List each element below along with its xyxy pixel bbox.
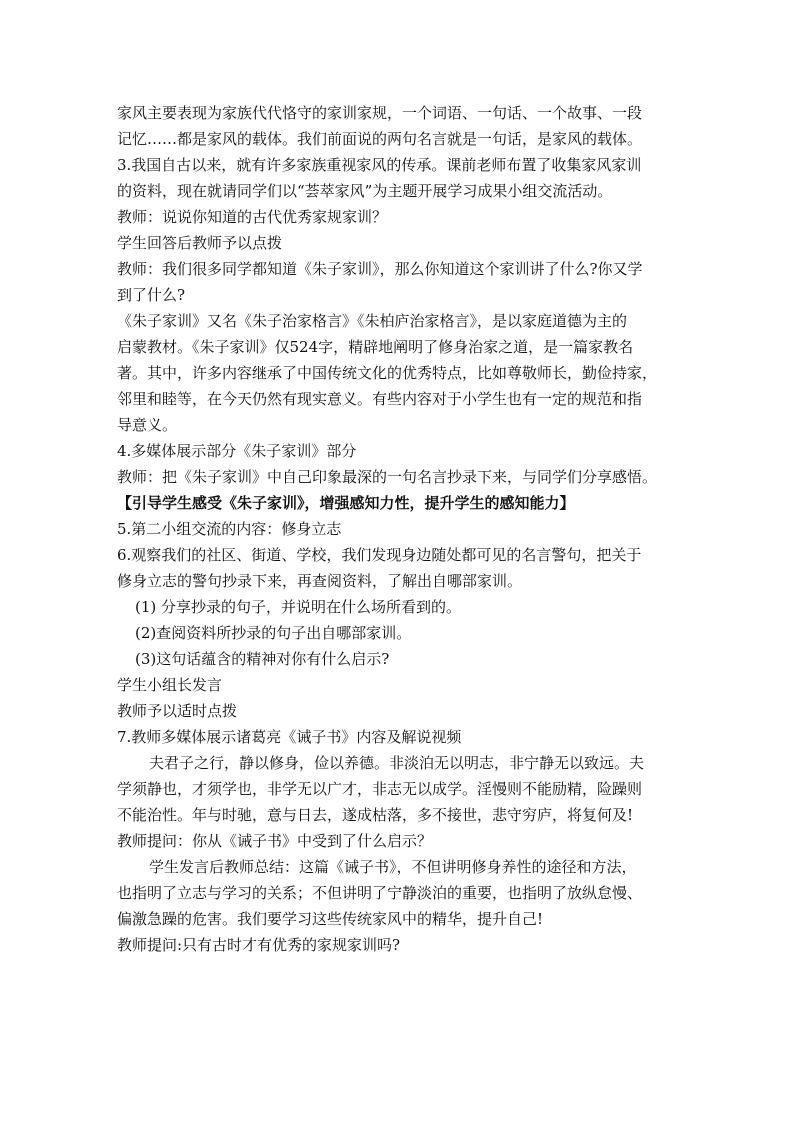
document-page: [117, 100, 683, 958]
text-line: 教师：把《朱子家训》中自己印象最深的一句名言抄录下来，与同学们分享感悟。: [117, 468, 658, 486]
text-line: 到了什么?: [117, 286, 186, 304]
highlight-heading: 【引导学生感受《朱子家训》，增强感知力性，提升学生的感知能力】: [117, 494, 575, 512]
text-line: 教师提问:只有古时才有优秀的家规家训吗?: [117, 936, 401, 954]
quote-line: 不能治性。年与时驰，意与日去，遂成枯落，多不接世，悲守穷庐，将复何及!: [117, 806, 634, 824]
sub-item: (2)查阅资料所抄录的句子出自哪部家训。: [135, 624, 412, 642]
sub-item: (1) 分享抄录的句子，并说明在什么场所看到的。: [135, 598, 462, 616]
quote-line: 学须静也，才须学也，非学无以广才，非志无以成学。淫慢则不能励精，险躁则: [117, 780, 643, 798]
text-line: 家风主要表现为家族代代恪守的家训家规，一个词语、一句话、一个故事、一段: [117, 104, 643, 122]
text-line: 偏激急躁的危害。我们要学习这些传统家风中的精华，提升自己!: [117, 910, 544, 928]
text-line: 导意义。: [117, 416, 178, 434]
text-line: 学生回答后教师予以点拨: [117, 234, 283, 252]
text-line: 教师：说说你知道的古代优秀家规家训？: [117, 208, 388, 226]
text-line: 学生发言后教师总结：这篇《诫子书》，不但讲明修身养性的途径和方法，: [149, 858, 637, 876]
text-line: 6.观察我们的社区、街道、学校，我们发现身边随处都可见的名言警句，把关于: [117, 546, 642, 564]
sub-item: (3)这句话蕴含的精神对你有什么启示?: [135, 650, 390, 668]
text-line: 5.第二小组交流的内容：修身立志: [117, 520, 342, 538]
text-line: 4.多媒体展示部分《朱子家训》部分: [117, 442, 357, 460]
text-line: 7.教师多媒体展示诸葛亮《诫子书》内容及解说视频: [117, 728, 462, 746]
text-line: 记忆……都是家风的载体。我们前面说的两句名言就是一句话，是家风的载体。: [117, 130, 643, 148]
text-line: 的资料，现在就请同学们以“荟萃家风”为主题开展学习成果小组交流活动。: [117, 182, 613, 200]
text-line: 启蒙教材。《朱子家训》仅524字，精辟地阐明了修身治家之道，是一篇家教名: [117, 338, 634, 356]
text-line: 教师提问：你从《诫子书》中受到了什么启示？: [117, 832, 433, 850]
text-line: 学生小组长发言: [117, 676, 223, 694]
text-line: 《朱子家训》又名《朱子治家格言》《朱柏庐治家格言》，是以家庭道德为主的: [117, 312, 628, 330]
text-line: 邻里和睦等，在今天仍然有现实意义。有些内容对于小学生也有一定的规范和指: [117, 390, 643, 408]
text-line: 教师予以适时点拨: [117, 702, 238, 720]
quote-line: 夫君子之行，静以修身，俭以养德。非淡泊无以明志，非宁静无以致远。夫: [149, 754, 645, 772]
text-line: 著。其中，许多内容继承了中国传统文化的优秀特点，比如尊敬师长，勤俭持家，: [117, 364, 658, 382]
text-line: 3.我国自古以来，就有许多家族重视家风的传承。课前老师布置了收集家风家训: [117, 156, 642, 174]
text-line: 也指明了立志与学习的关系；不但讲明了宁静淡泊的重要，也指明了放纵怠慢、: [117, 884, 643, 902]
text-line: 修身立志的警句抄录下来，再查阅资料，了解出自哪部家训。: [117, 572, 523, 590]
text-line: 教师：我们很多同学都知道《朱子家训》，那么你知道这个家训讲了什么?你又学: [117, 260, 643, 278]
